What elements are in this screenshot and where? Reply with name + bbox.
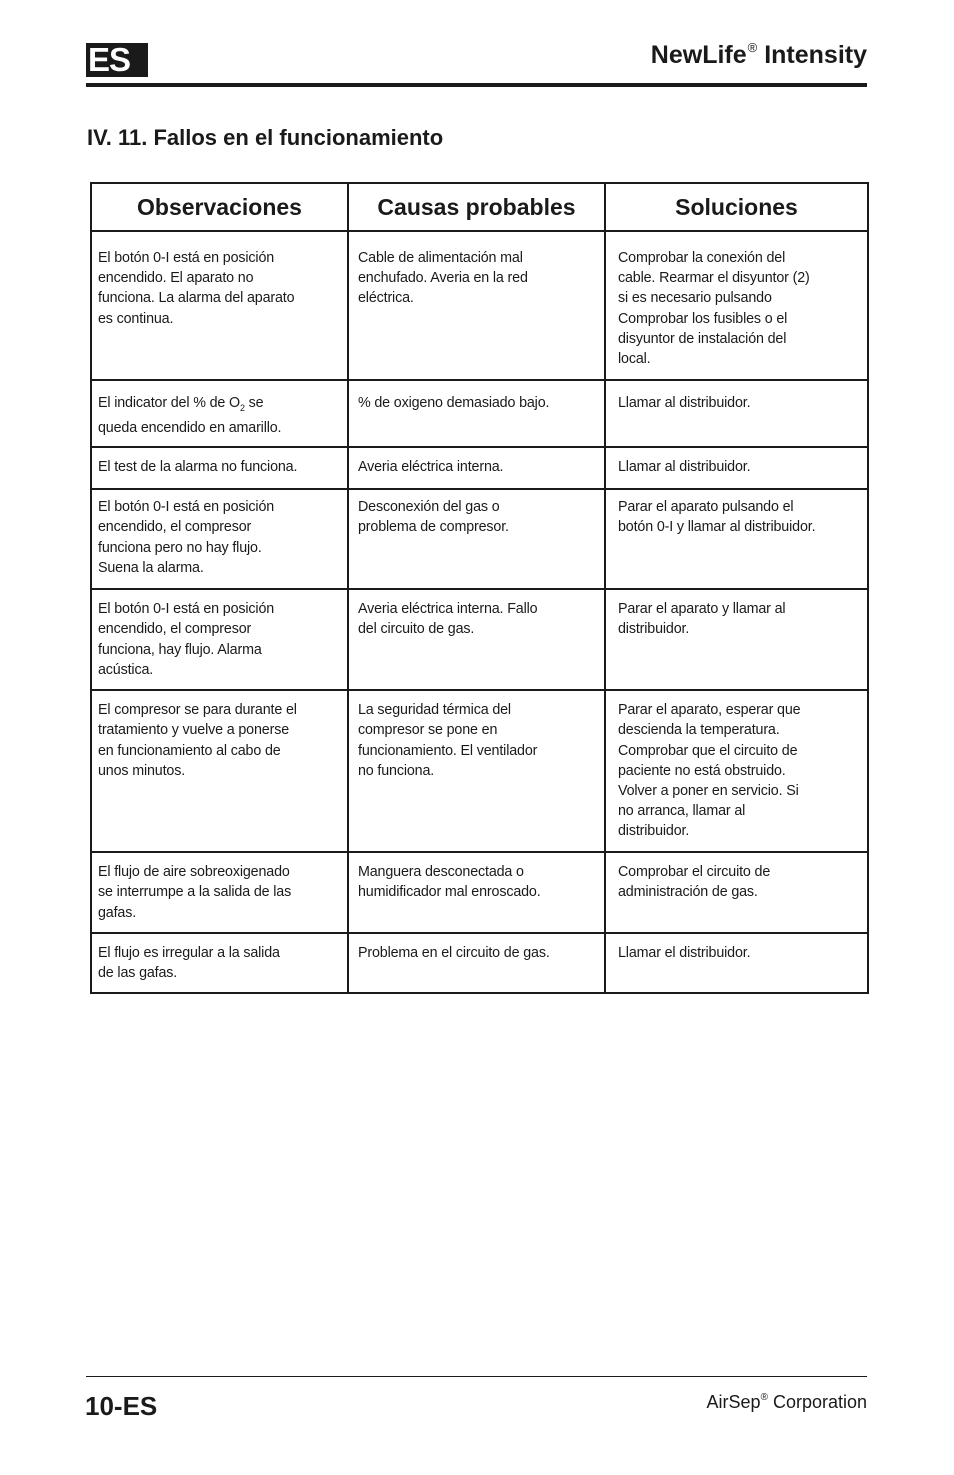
table-row (91, 852, 868, 933)
header-rule (86, 83, 867, 87)
product-title (651, 40, 867, 70)
observation-cell: El botón 0-I está en posición encendido. El aparato no funciona. La alarma del aparato es continua. (91, 231, 348, 380)
cause-cell: Problema en el circuito de gas. (348, 933, 605, 992)
page-number: 10-ES (85, 1391, 158, 1421)
solution-cell: Parar el aparato y llamar al distribuidor. (605, 589, 868, 690)
registered-mark: ® (747, 40, 758, 55)
table-row (91, 690, 868, 852)
solution-cell: Comprobar la conexión del cable. Rearmar el disyuntor (2) si es necesario pulsando Comprobar los fusibles o el disyuntor de instalación del local. (605, 231, 868, 380)
company-brand: AirSep (706, 1392, 761, 1412)
solution-cell: Comprobar el circuito de administración de gas. (605, 852, 868, 933)
solution-cell: Llamar al distribuidor. (605, 380, 868, 447)
cause-cell: % de oxigeno demasiado bajo. (348, 380, 605, 447)
product-name: NewLife (650, 41, 747, 69)
cause-cell: Cable de alimentación mal enchufado. Averia en la red eléctrica. (348, 231, 605, 380)
solution-cell: Parar el aparato, esperar que descienda la temperatura. Comprobar que el circuito de paciente no está obstruido. Volver a poner en servicio. Si no arranca, llamar al distribuidor. (605, 690, 868, 852)
troubleshooting-table (90, 182, 869, 994)
cause-cell: Manguera desconectada o humidificador mal enroscado. (348, 852, 605, 933)
observation-cell: El flujo de aire sobreoxigenado se interrumpe a la salida de las gafas. (91, 852, 348, 933)
table-row (91, 380, 868, 447)
cause-cell: La seguridad térmica del compresor se pone en funcionamiento. El ventilador no funciona. (348, 690, 605, 852)
table-row (91, 933, 868, 992)
cause-cell: Averia eléctrica interna. Fallo del circuito de gas. (348, 589, 605, 690)
solution-cell: Llamar el distribuidor. (605, 933, 868, 992)
column-header-solutions: Soluciones (605, 183, 868, 231)
table-header-row (91, 183, 868, 231)
solution-cell: Parar el aparato pulsando el botón 0-I y llamar al distribuidor. (605, 489, 868, 589)
column-header-causes: Causas probables (348, 183, 605, 231)
company-name (707, 1392, 867, 1413)
cause-cell: Averia eléctrica interna. (348, 447, 605, 489)
observation-cell: El indicator del % de $O_2$ se queda encendido en amarillo. (91, 380, 348, 447)
subscript-2: 2 (239, 402, 245, 413)
table-row (91, 489, 868, 589)
observation-cell: El flujo es irregular a la salida de las gafas. (91, 933, 348, 992)
product-model: Intensity (757, 41, 867, 69)
company-suffix: Corporation (767, 1392, 867, 1412)
company-registered-mark: ® (760, 1392, 768, 1403)
cause-cell: Desconexión del gas o problema de compresor. (348, 489, 605, 589)
column-header-observations: Observaciones (91, 183, 348, 231)
footer-rule (86, 1376, 867, 1377)
table-row (91, 231, 868, 380)
solution-cell: Llamar al distribuidor. (605, 447, 868, 489)
observation-cell: El test de la alarma no funciona. (91, 447, 348, 489)
table-row (91, 447, 868, 489)
language-badge: ES (86, 43, 148, 77)
section-heading: IV. 11. Fallos en el funcionamiento (87, 125, 444, 150)
table-row (91, 589, 868, 690)
observation-cell: El compresor se para durante el tratamiento y vuelve a ponerse en funcionamiento al cabo de unos minutos. (91, 690, 348, 852)
observation-cell: El botón 0-I está en posición encendido, el compresor funciona pero no hay flujo. Suena la alarma. (91, 489, 348, 589)
observation-cell: El botón 0-I está en posición encendido, el compresor funciona, hay flujo. Alarma acústica. (91, 589, 348, 690)
